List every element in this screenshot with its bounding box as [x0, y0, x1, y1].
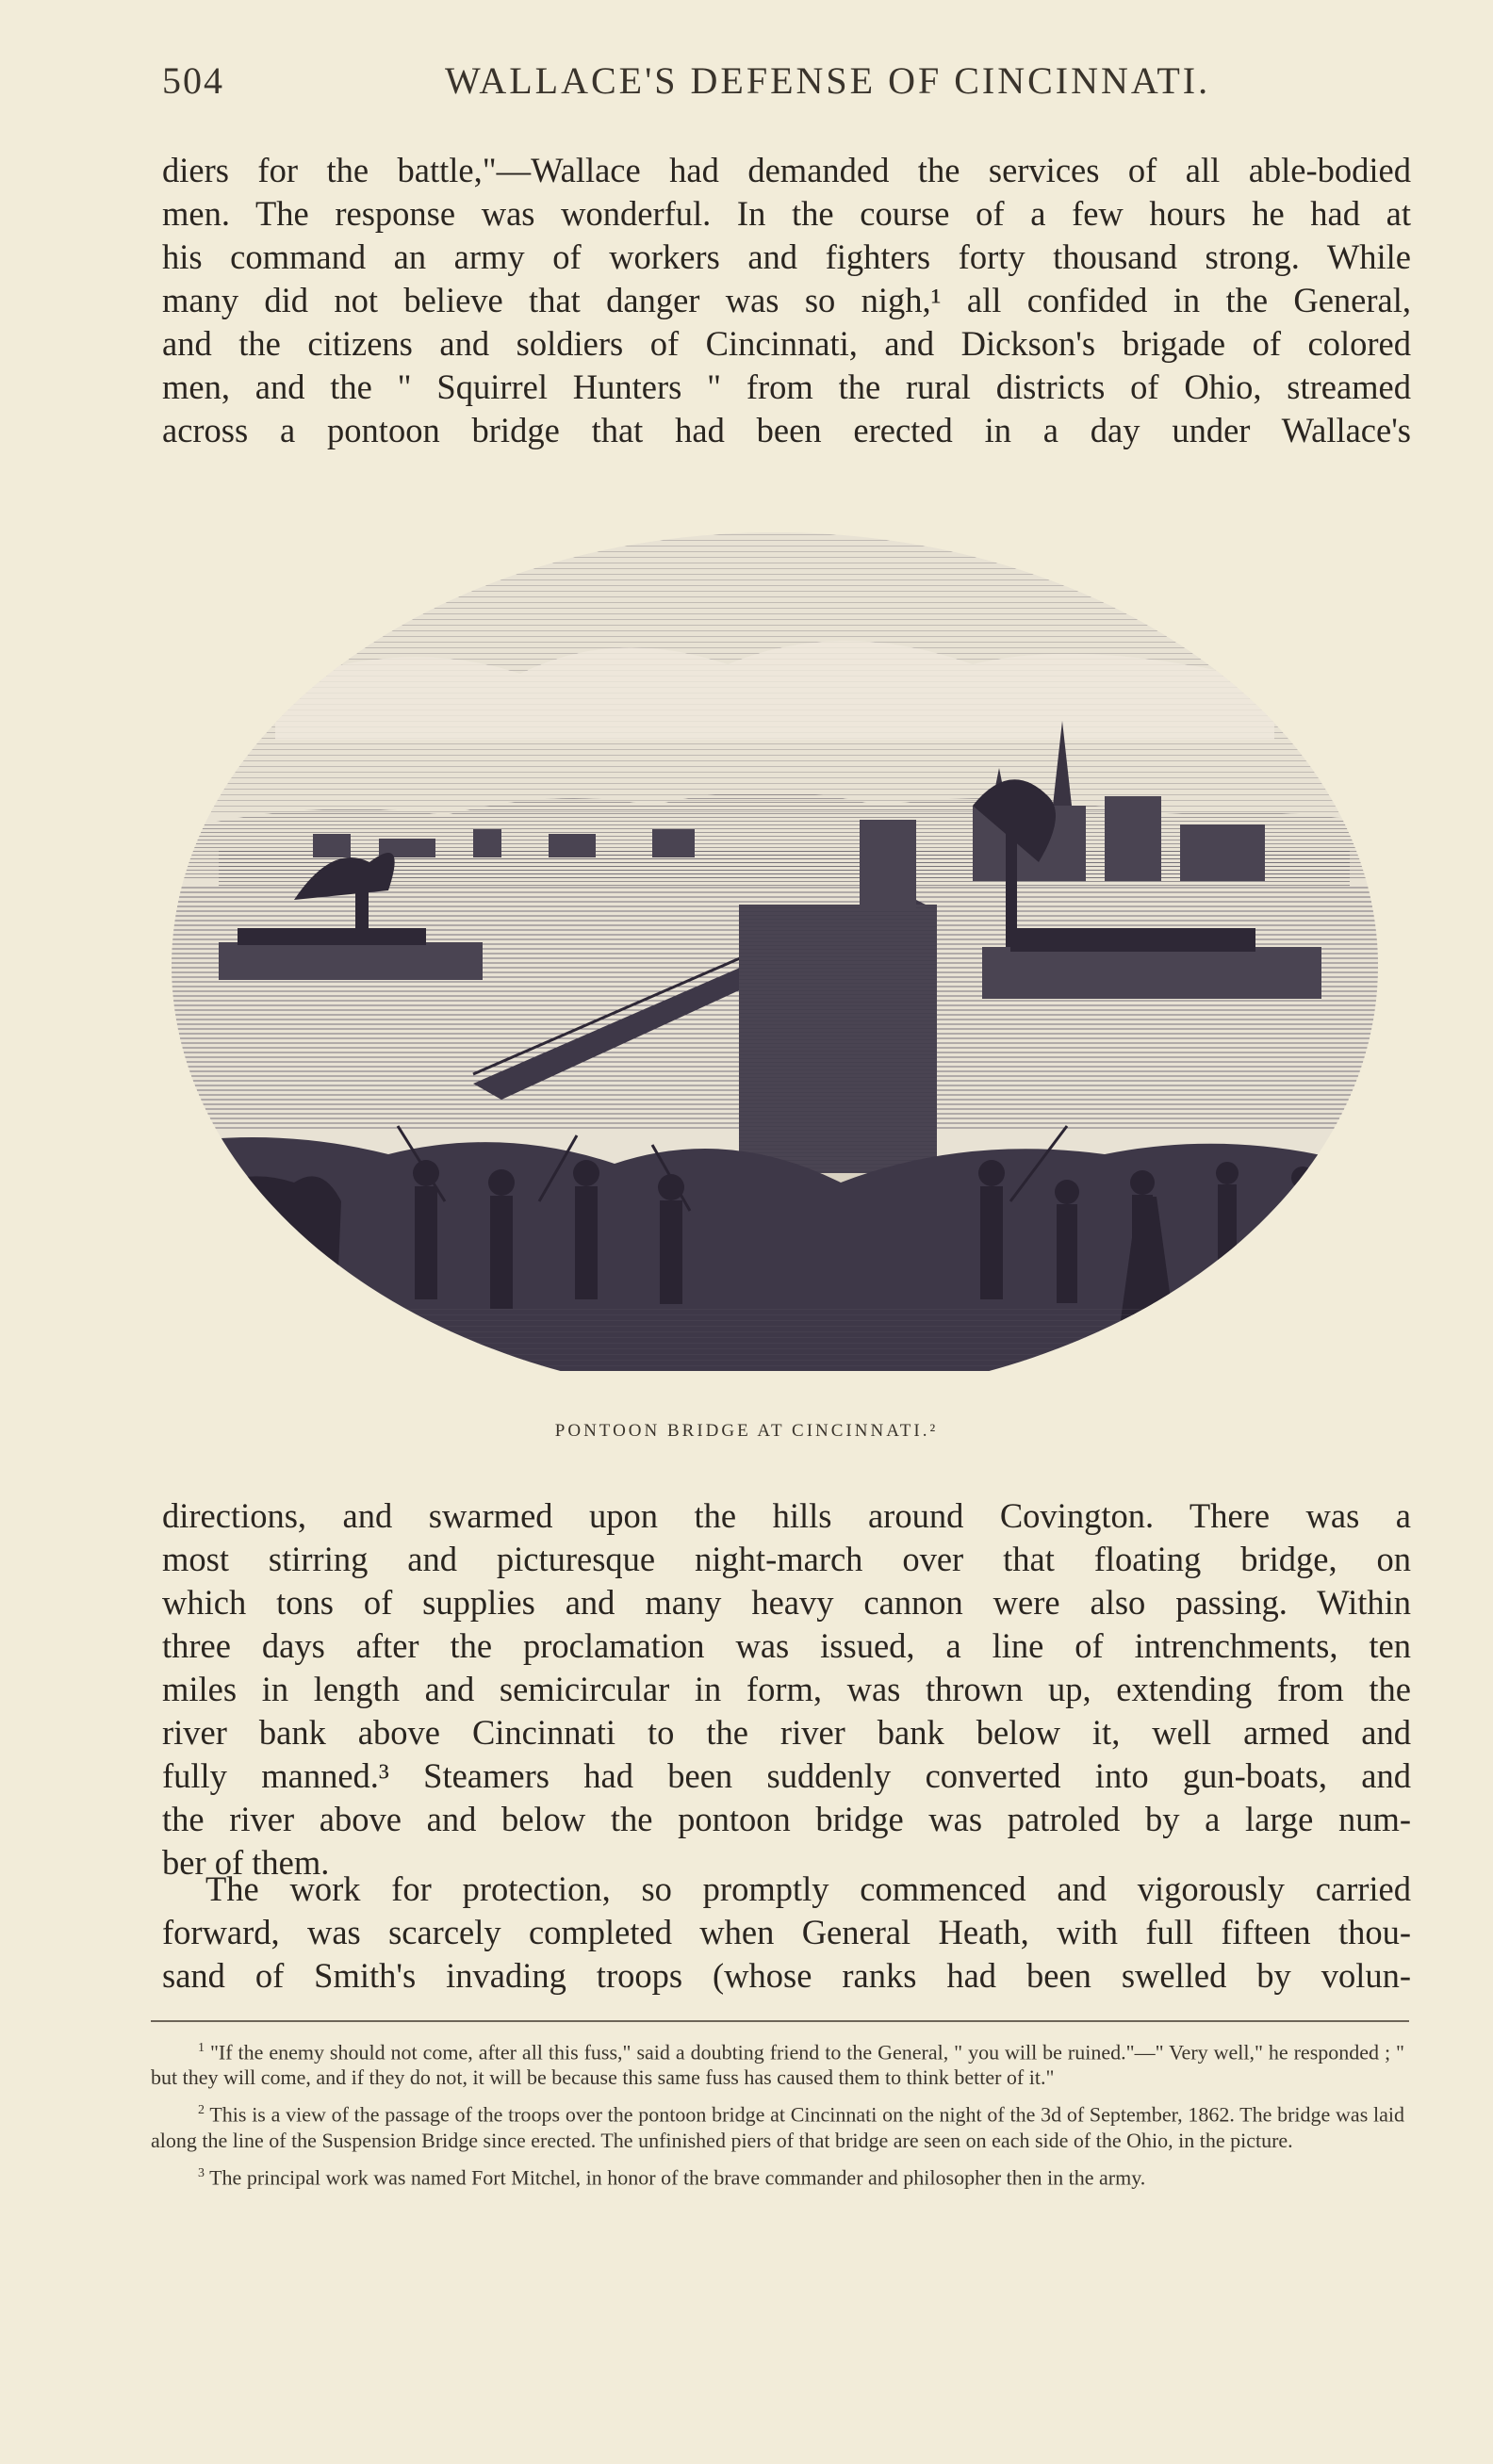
text-line: which tons of supplies and many heavy cannon were also passing. Within: [162, 1583, 1411, 1622]
text-line: directions, and swarmed upon the hills around Covington. There was a: [162, 1496, 1411, 1535]
footnote-text: This is a view of the passage of the troops over the pontoon bridge at Cincinnati on the night of the 3d of September, 1862. The bridge was laid along the line of the Suspension Bridge since erected. The unfinished piers of that bridge are seen on each side of the Ohio, in the picture.: [151, 2102, 1404, 2152]
footnote-mark: 2: [198, 2103, 205, 2118]
footnotes: [151, 2035, 1404, 2197]
paragraph-1: [162, 149, 1411, 452]
page-number: 504: [162, 59, 224, 102]
text-line: three days after the proclamation was issued, a line of intrenchments, ten: [162, 1626, 1411, 1665]
paragraph-3: [162, 1868, 1411, 1998]
text-line: sand of Smith's invading troops (whose ranks had been swelled by volun-: [162, 1956, 1411, 1995]
text-line: his command an army of workers and fighters forty thousand strong. While: [162, 237, 1411, 276]
figure-caption: PONTOON BRIDGE AT CINCINNATI.²: [554, 1421, 939, 1441]
engraving-illustration: [162, 523, 1387, 1371]
text-line: miles in length and semicircular in form, was thrown up, extending from the: [162, 1670, 1411, 1708]
text-line: men. The response was wonderful. In the course of a few hours he had at: [162, 194, 1411, 233]
text-line: the river above and below the pontoon bridge was patroled by a large num-: [162, 1800, 1411, 1838]
paragraph-2: [162, 1494, 1411, 1885]
text-line: The work for protection, so promptly commenced and vigorously carried: [205, 1869, 1411, 1908]
footnote-text: "If the enemy should not come, after all this fuss," said a doubting friend to the General, " you will be ruined."—" Very well," he responded ; " but they will come, and if they do not, it will be because this same fuss has caused them to think better of it.": [151, 2040, 1404, 2090]
text-line: forward, was scarcely completed when General Heath, with full fifteen thou-: [162, 1913, 1411, 1951]
text-line: ber of them.: [162, 1843, 330, 1882]
footnote-mark: 1: [198, 2041, 205, 2055]
text-line: across a pontoon bridge that had been erected in a day under Wallace's: [162, 411, 1411, 449]
footnote-mark: 3: [198, 2165, 205, 2180]
text-line: many did not believe that danger was so nigh,¹ all confided in the General,: [162, 281, 1411, 319]
text-line: diers for the battle,"—Wallace had demanded the services of all able-bodied: [162, 151, 1411, 189]
running-title: WALLACE'S DEFENSE OF CINCINNATI.: [445, 59, 1211, 102]
text-line: fully manned.³ Steamers had been suddenly converted into gun-boats, and: [162, 1756, 1411, 1795]
footnote-text: The principal work was named Fort Mitchel, in honor of the brave commander and philosopher then in the army.: [209, 2164, 1146, 2189]
footnote: [151, 2097, 1404, 2152]
footnote: [151, 2035, 1404, 2090]
text-line: river bank above Cincinnati to the river bank below it, well armed and: [162, 1713, 1411, 1752]
footnote: [151, 2161, 1404, 2190]
text-line: men, and the " Squirrel Hunters " from the rural districts of Ohio, streamed: [162, 367, 1411, 406]
footnote-rule: [151, 2020, 1409, 2022]
text-line: and the citizens and soldiers of Cincinnati, and Dickson's brigade of colored: [162, 324, 1411, 363]
running-header: [162, 58, 1406, 115]
pontoon-bridge-engraving: [162, 523, 1387, 1371]
text-line: most stirring and picturesque night-march over that floating bridge, on: [162, 1540, 1411, 1578]
